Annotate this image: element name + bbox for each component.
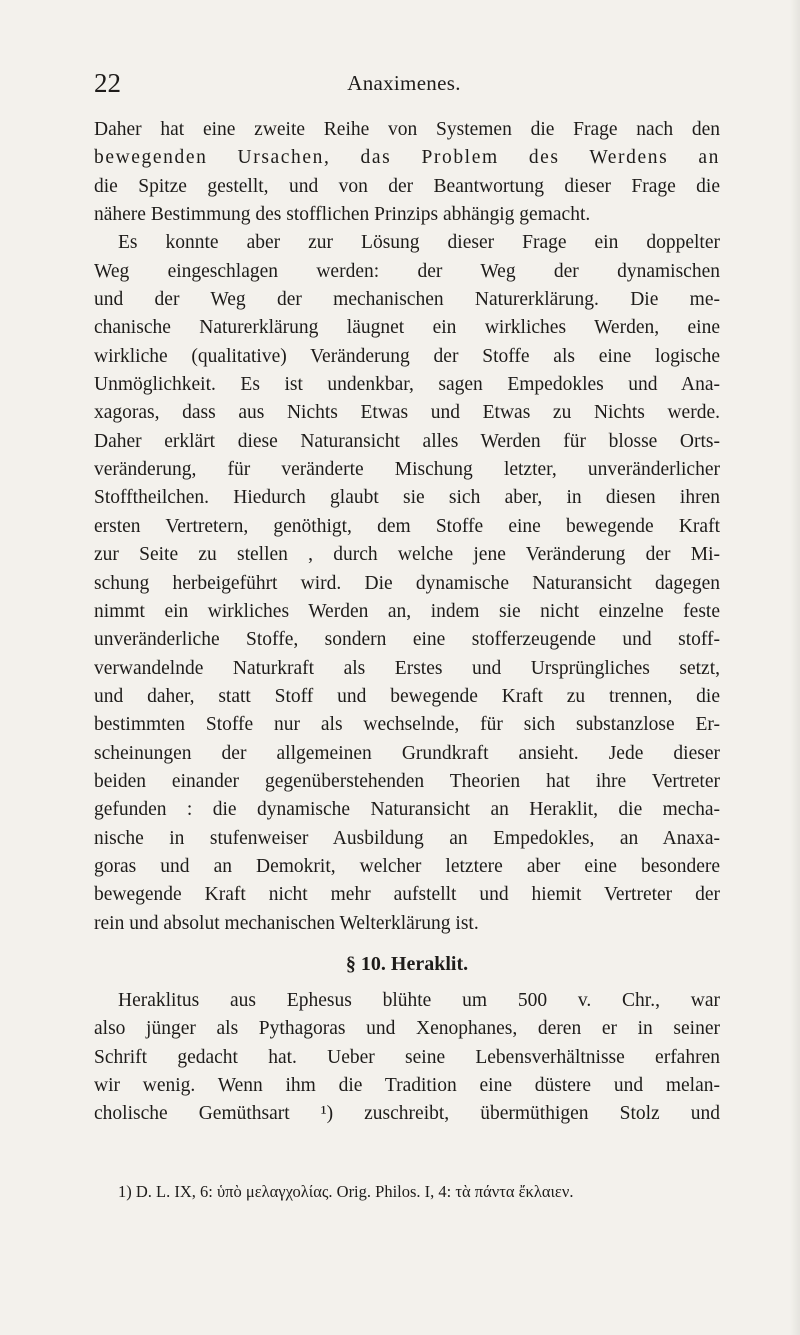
text-line: bestimmten Stoffe nur als wechselnde, für sich substanzlose Er- [94, 714, 720, 736]
footnote: 1) D. L. IX, 6: ὑπὸ μελαγχολίας. Orig. Philos. I, 4: τὰ πάντα ἔκλαιεν. [118, 1182, 574, 1201]
text-line: beiden einander gegenüberstehenden Theorien hat ihre Vertreter [94, 770, 720, 792]
text-line: also jünger als Pythagoras und Xenophanes, deren er in seiner [94, 1018, 720, 1040]
text-line: xagoras, dass aus Nichts Etwas und Etwas zu Nichts werde. [94, 402, 720, 424]
paragraph-intro [94, 116, 720, 229]
page-number: 22 [94, 68, 121, 98]
text-line: verwandelnde Naturkraft als Erstes und Ursprüngliches setzt, [94, 657, 720, 679]
text-line: Unmöglichkeit. Es ist undenkbar, sagen Empedokles und Ana- [94, 374, 720, 396]
text-line: zur Seite zu stellen , durch welche jene Veränderung der Mi- [94, 544, 720, 566]
text-line: wir wenig. Wenn ihm die Tradition eine düstere und melan- [94, 1075, 720, 1096]
text-line: nimmt ein wirkliches Werden an, indem sie nicht einzelne feste [94, 600, 720, 622]
text-line: und der Weg der mechanischen Naturerklärung. Die me- [94, 289, 720, 311]
text-line: chanische Naturerklärung läugnet ein wirkliches Werden, eine [94, 317, 720, 339]
text-line: cholische Gemüthsart ¹) zuschreibt, übermüthigen Stolz und [94, 1103, 720, 1125]
text-line: Schrift gedacht hat. Ueber seine Lebensverhältnisse erfahren [94, 1046, 720, 1068]
text-line: unveränderliche Stoffe, sondern eine stofferzeugende und stoff- [94, 629, 720, 651]
paragraph-heraklit [94, 987, 720, 1129]
section-heading: § 10. Heraklit. [345, 952, 469, 975]
text-line: Heraklitus aus Ephesus blühte um 500 v. Chr., war [118, 989, 720, 1011]
body-text [94, 116, 720, 1129]
text-line: nische in stufenweiser Ausbildung an Empedokles, an Anaxa- [94, 827, 720, 849]
text-line: veränderung, für veränderte Mischung letzter, unveränderlicher [94, 459, 720, 481]
text-line: bewegende Kraft nicht mehr aufstellt und hiemit Vertreter der [94, 884, 720, 906]
text-line: die Spitze gestellt, und von der Beantwortung dieser Frage die [94, 175, 720, 197]
running-title: Anaximenes. [347, 71, 461, 95]
text-line: Stofftheilchen. Hiedurch glaubt sie sich aber, in diesen ihren [94, 487, 720, 509]
paragraph-theories [94, 229, 720, 938]
text-line: Daher hat eine zweite Reihe von Systemen die Frage nach den [94, 119, 720, 140]
text-line: nähere Bestimmung des stofflichen Prinzips abhängig gemacht. [94, 204, 591, 226]
text-line: ersten Vertretern, genöthigt, dem Stoffe eine bewegende Kraft [94, 515, 720, 537]
page-edge-shadow [790, 0, 800, 1335]
text-line: wirkliche (qualitative) Veränderung der Stoffe als eine logische [94, 345, 720, 367]
text-line: goras und an Demokrit, welcher letztere aber eine besondere [94, 855, 720, 877]
text-line: bewegenden Ursachen, das Problem des Werdens an [94, 147, 720, 169]
text-line: und daher, statt Stoff und bewegende Kraft zu trennen, die [94, 685, 720, 707]
text-line: Daher erklärt diese Naturansicht alles Werden für blosse Orts- [94, 430, 720, 452]
text-line: Es konnte aber zur Lösung dieser Frage ein doppelter [118, 232, 720, 254]
text-line: schung herbeigeführt wird. Die dynamische Naturansicht dagegen [94, 572, 720, 594]
text-line: Weg eingeschlagen werden: der Weg der dynamischen [94, 260, 720, 282]
text-line: scheinungen der allgemeinen Grundkraft ansieht. Jede dieser [94, 742, 720, 764]
text-line: rein und absolut mechanischen Welterklärung ist. [94, 912, 479, 934]
page-header [94, 66, 714, 100]
text-line: gefunden : die dynamische Naturansicht an Heraklit, die mecha- [94, 799, 720, 821]
